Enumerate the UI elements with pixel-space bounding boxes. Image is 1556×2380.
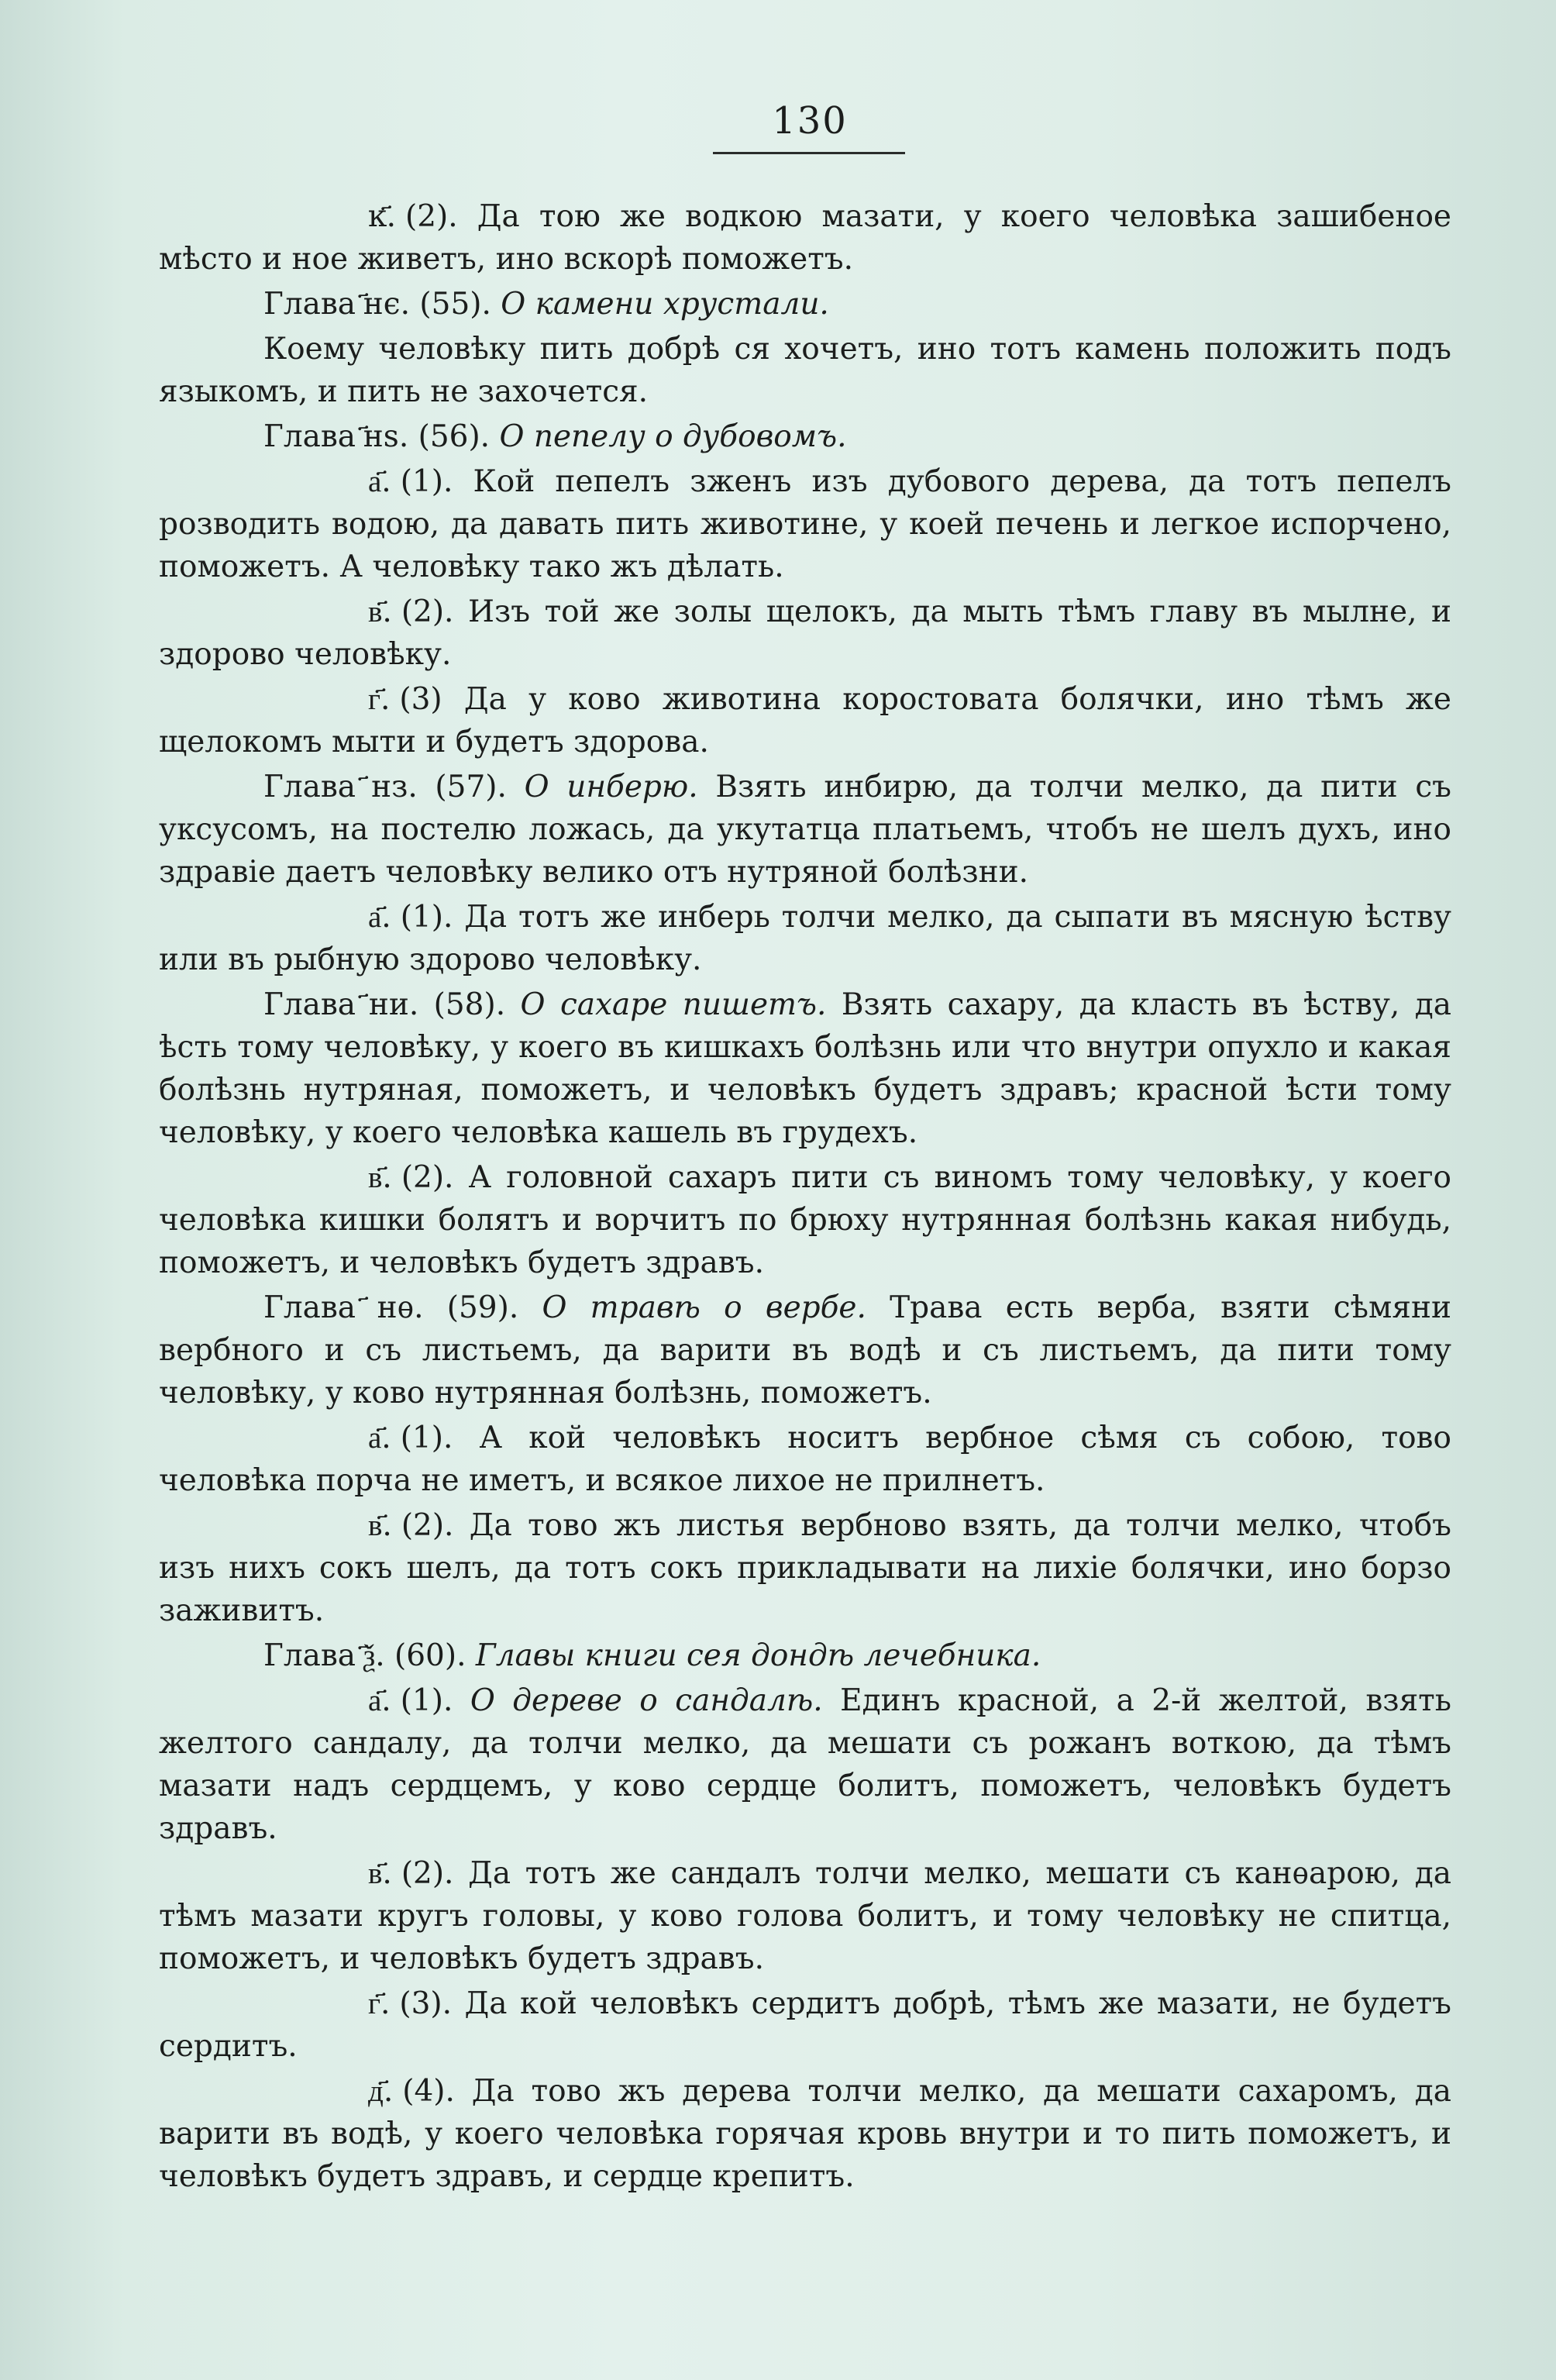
paragraph-text: (2). Изъ той же золы щелокъ, да мыть тѣмъ главу въ мылне, и здорово человѣку. — [159, 594, 1451, 672]
paragraph — [159, 1679, 1451, 1850]
paragraph-text: (3) Да у ково животина коростовата болячки, ино тѣмъ же щелокомъ мыти и будетъ здорова. — [159, 682, 1451, 759]
chapter-label: Глава ҃нѕ. (56). — [263, 419, 491, 454]
paragraph-number: а҃. — [368, 1683, 391, 1718]
paragraph-text: Трава есть верба, взяти сѣмяни вербного и съ листьемъ, да варити въ водѣ и съ листьемъ, да пити тому человѣку, у ково нутрянная болѣзнь, поможетъ. — [159, 1290, 1451, 1410]
chapter-title: О камени хрустали. — [501, 287, 829, 322]
paragraph-text: Единъ красной, а 2-й желтой, взять желтого сандалу, да толчи мелко, да мешати съ рожанъ воткою, да тѣмъ мазати надъ сердцемъ, у ково сердце болитъ, поможетъ, человѣкъ будетъ здравъ. — [159, 1683, 1451, 1846]
chapter-label: Глава ҃нз. (57). — [263, 770, 507, 804]
paragraph — [159, 591, 1451, 676]
chapter-heading — [159, 1634, 1451, 1677]
chapter-paragraph — [159, 1286, 1451, 1414]
paragraph-number: г҃. — [368, 682, 391, 717]
chapter-heading — [159, 415, 1451, 458]
paragraph — [159, 1852, 1451, 1980]
paragraph-text: (3). Да кой человѣкъ сердитъ добрѣ, тѣмъ же мазати, не будетъ сердитъ. — [159, 1986, 1451, 2064]
paragraph-text: Коему человѣку пить добрѣ ся хочетъ, ино тотъ камень положить подъ языкомъ, и пить не захочется. — [159, 332, 1451, 409]
paragraph-text: (4). Да тово жъ дерева толчи мелко, да мешати сахаромъ, да варити въ водѣ, у коего человѣка горячая кровь внутри и то пить поможетъ, и человѣкъ будетъ здравъ, и сердце крепитъ. — [159, 2074, 1451, 2194]
paragraph — [159, 2070, 1451, 2198]
paragraph — [159, 896, 1451, 981]
paragraph-text: (1). Да тотъ же инберь толчи мелко, да сыпати въ мясную ѣству или въ рыбную здорово человѣку. — [159, 900, 1451, 977]
chapter-label: Глава ҃ни. (58). — [263, 987, 506, 1022]
chapter-heading — [159, 283, 1451, 325]
section-title: О дереве о сандалѣ. — [470, 1683, 823, 1718]
chapter-label: Глава ҃нє. (55). — [263, 287, 491, 322]
paragraph-text: (1). Кой пепелъ зженъ изъ дубового дерева, да тотъ пепелъ розводить водою, да давать пить животине, у коей печень и легкое испорчено, поможетъ. А человѣку тако жъ дѣлать. — [159, 464, 1451, 584]
paragraph-number: а҃. — [368, 1421, 391, 1455]
paragraph — [159, 195, 1451, 281]
paragraph-text: (2). Да тотъ же сандалъ толчи мелко, мешати съ канѳарою, да тѣмъ мазати кругъ головы, у ково голова болитъ, и тому человѣку не спитца, поможетъ, и человѣкъ будетъ здравъ. — [159, 1856, 1451, 1976]
chapter-title: О инберю. — [524, 770, 698, 804]
page-number-rule — [713, 152, 905, 154]
chapter-paragraph — [159, 766, 1451, 894]
paragraph-number: а҃. — [368, 900, 391, 935]
paragraph-number: д҃. — [368, 2074, 394, 2109]
paragraph-text: Взять инбирю, да толчи мелко, да пити съ уксусомъ, на постелю ложась, да укутатца платьемъ, чтобъ не шелъ духъ, ино здравіе даетъ человѣку велико отъ нутряной болѣзни. — [159, 770, 1451, 890]
chapter-paragraph — [159, 983, 1451, 1154]
paragraph-number: в҃. — [368, 1856, 392, 1891]
paragraph-text: (2). Да тою же водкою мазати, у коего человѣка зашибеное мѣсто и ное живетъ, ино вскорѣ поможетъ. — [159, 199, 1451, 277]
chapter-title: О пепелу о дубовомъ. — [499, 419, 847, 454]
chapter-title: Главы книги сея дондѣ лечебника. — [475, 1638, 1041, 1673]
paragraph-number: в҃. — [368, 1508, 392, 1543]
paragraph — [159, 1156, 1451, 1284]
paragraph-number: ĸ҃. — [368, 199, 397, 234]
paragraph — [159, 328, 1451, 413]
paragraph-label: (1). — [400, 1683, 453, 1718]
paragraph-number: г҃. — [368, 1986, 391, 2021]
paragraph-text: Взять сахару, да класть въ ѣству, да ѣсть тому человѣку, у коего въ кишкахъ болѣзнь или что внутри опухло и какая болѣзнь нутряная, поможетъ, и человѣкъ будетъ здравъ; красной ѣсти тому человѣку, у коего человѣка кашель въ грудехъ. — [159, 987, 1451, 1150]
paragraph-text: (2). Да тово жъ листья вербново взять, да толчи мелко, чтобъ изъ нихъ сокъ шелъ, да тотъ сокъ прикладывати на лихіе болячки, ино борзо заживитъ. — [159, 1508, 1451, 1628]
paragraph-text: (1). А кой человѣкъ носитъ вербное сѣмя съ собою, тово человѣка порча не иметъ, и всякое лихое не прилнетъ. — [159, 1421, 1451, 1498]
paragraph — [159, 1504, 1451, 1632]
text-body — [159, 195, 1451, 2198]
chapter-title: О травѣ о вербе. — [542, 1290, 866, 1325]
paragraph — [159, 1982, 1451, 2068]
paragraph-text: (2). А головной сахаръ пити съ виномъ тому человѣку, у коего человѣка кишки болятъ и ворчитъ по брюху нутрянная болѣзнь какая нибудь, поможетъ, и человѣкъ будетъ здравъ. — [159, 1160, 1451, 1280]
paragraph — [159, 460, 1451, 588]
chapter-title: О сахаре пишетъ. — [520, 987, 827, 1022]
paragraph-number: а҃. — [368, 464, 391, 499]
paragraph-number: в҃. — [368, 1160, 392, 1195]
paragraph — [159, 1417, 1451, 1502]
paragraph — [159, 678, 1451, 763]
page-number: 130 — [772, 99, 848, 143]
chapter-label: Глава ҃нѳ. (59). — [263, 1290, 519, 1325]
paragraph-number: в҃. — [368, 594, 392, 629]
chapter-label: Глава ҃ѯ. (60). — [263, 1638, 466, 1673]
